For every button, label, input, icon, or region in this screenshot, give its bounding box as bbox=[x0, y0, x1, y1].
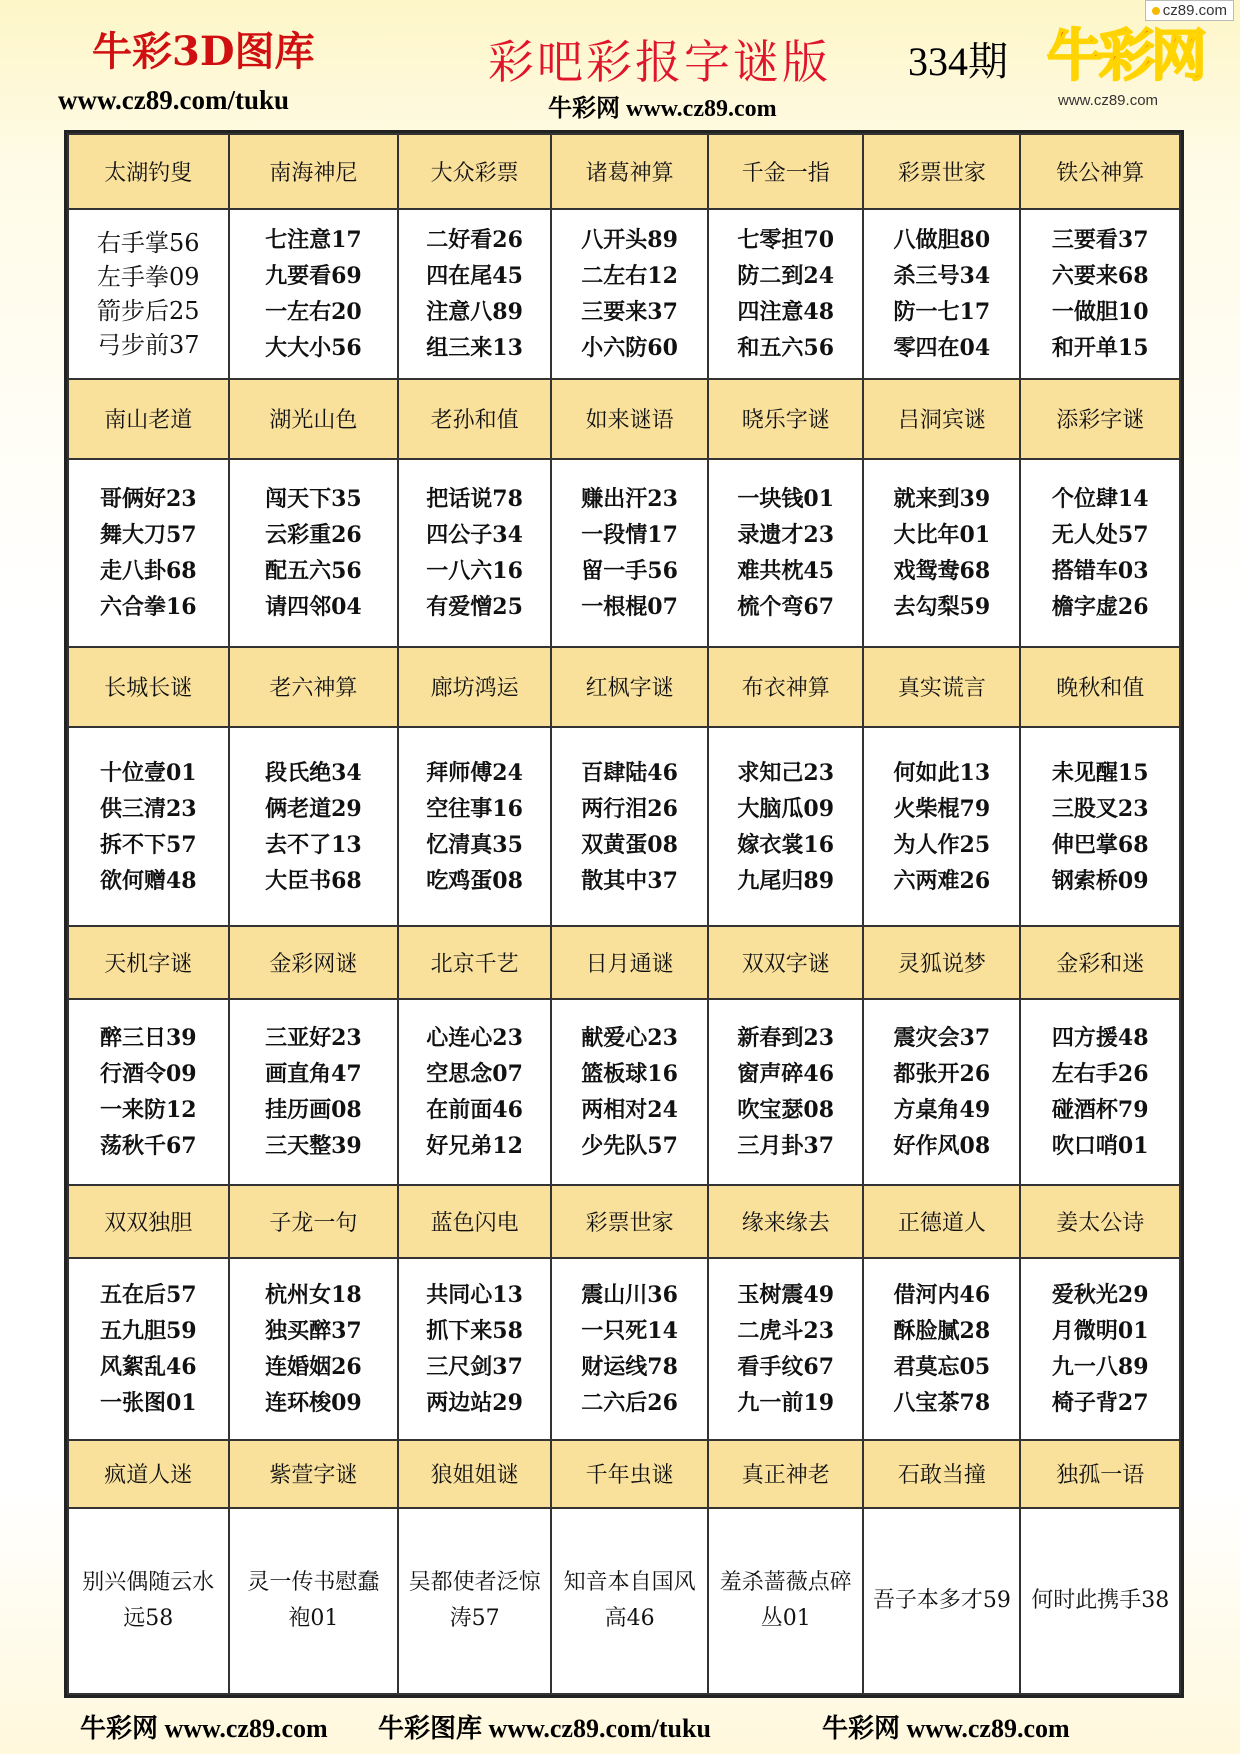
clue-line: 两相对24 bbox=[581, 1097, 678, 1124]
clue-cell bbox=[863, 209, 1020, 379]
clue-line: 难共枕45 bbox=[737, 557, 835, 584]
site-url-center[interactable]: 牛彩网 www.cz89.com bbox=[548, 96, 777, 122]
source-name-cell: 大众彩票 bbox=[398, 134, 551, 209]
clue-line: 三天整39 bbox=[265, 1133, 362, 1160]
clue-line: 爱秋光29 bbox=[1051, 1281, 1149, 1308]
favicon-icon bbox=[1152, 7, 1160, 15]
source-name-cell: 如来谜语 bbox=[551, 379, 708, 458]
clue-line: 心连心23 bbox=[426, 1025, 523, 1052]
source-name-cell: 南山老道 bbox=[68, 379, 229, 458]
clue-line: 赚出汗23 bbox=[581, 485, 678, 512]
clue-line: 灵一传书慰蠢 bbox=[247, 1569, 380, 1595]
clue-line: 大脑瓜09 bbox=[737, 795, 835, 822]
clue-line: 好兄弟12 bbox=[426, 1133, 523, 1160]
source-name-cell: 狼姐姐谜 bbox=[398, 1440, 551, 1508]
clue-line: 月微明01 bbox=[1051, 1317, 1149, 1344]
clue-line: 吹口哨01 bbox=[1051, 1133, 1149, 1160]
source-name-cell: 缘来缘去 bbox=[708, 1185, 863, 1258]
clue-line: 二左右12 bbox=[581, 263, 678, 290]
clue-line: 三尺剑37 bbox=[426, 1353, 523, 1380]
clue-line: 震山川36 bbox=[581, 1281, 678, 1308]
clue-cell bbox=[708, 1258, 863, 1440]
clue-line: 何时此携手38 bbox=[1031, 1587, 1170, 1613]
clue-cell bbox=[708, 727, 863, 927]
source-name-cell: 子龙一句 bbox=[229, 1185, 399, 1258]
clue-line: 篮板球16 bbox=[581, 1061, 678, 1088]
clue-line: 行酒令09 bbox=[99, 1061, 197, 1088]
source-name-cell: 吕洞宾谜 bbox=[863, 379, 1020, 458]
clue-cell bbox=[68, 999, 229, 1185]
clue-cell bbox=[863, 999, 1020, 1185]
issue-number: 334期 bbox=[908, 39, 1008, 84]
clue-line: 左手拳09 bbox=[97, 263, 200, 292]
clue-line: 嫁衣裳16 bbox=[737, 831, 835, 858]
clue-line: 闯天下35 bbox=[265, 485, 362, 512]
clue-cell bbox=[551, 999, 708, 1185]
clue-line: 弓步前37 bbox=[97, 331, 200, 360]
clue-line: 右手掌56 bbox=[97, 229, 200, 258]
clue-line: 酥脸腻28 bbox=[893, 1317, 991, 1344]
clue-line: 一只死14 bbox=[581, 1317, 678, 1344]
clue-line: 求知己23 bbox=[737, 759, 835, 786]
clue-line: 吃鸡蛋08 bbox=[426, 867, 523, 894]
clue-line: 涛57 bbox=[449, 1605, 500, 1631]
clue-line: 和开单15 bbox=[1051, 335, 1149, 362]
clue-line: 两边站29 bbox=[426, 1389, 523, 1416]
source-name-cell: 湖光山色 bbox=[229, 379, 399, 458]
clue-line: 远58 bbox=[123, 1605, 174, 1631]
clue-line: 九一八89 bbox=[1051, 1353, 1149, 1380]
clue-line: 震灾会37 bbox=[893, 1025, 991, 1052]
clue-cell bbox=[708, 999, 863, 1185]
clue-line: 一来防12 bbox=[99, 1097, 197, 1124]
source-name-cell: 千金一指 bbox=[708, 134, 863, 209]
clue-line: 七注意17 bbox=[265, 227, 362, 254]
clue-line: 四注意48 bbox=[737, 299, 835, 326]
source-name-cell: 蓝色闪电 bbox=[398, 1185, 551, 1258]
clue-line: 吾子本多才59 bbox=[872, 1587, 1011, 1613]
clue-line: 空思念07 bbox=[426, 1061, 523, 1088]
clue-line: 一块钱01 bbox=[737, 485, 835, 512]
clue-cell bbox=[229, 727, 399, 927]
logo-url: www.cz89.com bbox=[1058, 92, 1159, 109]
footer-link-left[interactable]: 牛彩网 www.cz89.com bbox=[80, 1714, 328, 1743]
source-name-cell: 真实谎言 bbox=[863, 647, 1020, 726]
clue-line: 大臣书68 bbox=[265, 867, 362, 894]
clue-line: 一左右20 bbox=[265, 299, 362, 326]
clue-cell bbox=[1020, 727, 1180, 927]
source-name-cell: 老六神算 bbox=[229, 647, 399, 726]
clue-line: 走八卦68 bbox=[99, 557, 197, 584]
clue-cell bbox=[68, 727, 229, 927]
clue-line: 十位壹01 bbox=[99, 759, 197, 786]
clue-row bbox=[68, 1508, 1180, 1694]
clue-line: 醉三日39 bbox=[99, 1025, 197, 1052]
riddle-table-frame bbox=[64, 130, 1184, 1698]
clue-line: 吴都使者泛惊 bbox=[408, 1569, 541, 1595]
source-name-cell: 石敢当撞 bbox=[863, 1440, 1020, 1508]
source-name-cell: 独孤一语 bbox=[1020, 1440, 1180, 1508]
source-name-cell: 太湖钓叟 bbox=[68, 134, 229, 209]
clue-line: 何如此13 bbox=[893, 759, 991, 786]
source-name-cell: 彩票世家 bbox=[863, 134, 1020, 209]
header-row bbox=[68, 134, 1180, 209]
clue-line: 大比年01 bbox=[893, 521, 991, 548]
clue-line: 火柴棍79 bbox=[893, 795, 991, 822]
clue-cell bbox=[1020, 209, 1180, 379]
header-row bbox=[68, 1440, 1180, 1508]
source-name-cell: 长城长谜 bbox=[68, 647, 229, 726]
clue-line: 注意八89 bbox=[426, 299, 523, 326]
clue-line: 在前面46 bbox=[426, 1097, 523, 1124]
logo bbox=[1044, 22, 1206, 114]
source-name-cell: 红枫字谜 bbox=[551, 647, 708, 726]
clue-line: 防二到24 bbox=[737, 263, 835, 290]
clue-line: 梳个弯67 bbox=[737, 593, 835, 620]
clue-cell bbox=[398, 999, 551, 1185]
clue-cell bbox=[398, 1508, 551, 1694]
clue-line: 留一手56 bbox=[581, 557, 678, 584]
clue-line: 连环梭09 bbox=[265, 1389, 362, 1416]
clue-line: 六要来68 bbox=[1051, 263, 1149, 290]
header-row bbox=[68, 1185, 1180, 1258]
clue-line: 九尾归89 bbox=[737, 867, 835, 894]
clue-line: 云彩重26 bbox=[265, 521, 362, 548]
clue-cell bbox=[863, 727, 1020, 927]
clue-line: 为人作25 bbox=[893, 831, 991, 858]
clue-line: 五在后57 bbox=[99, 1281, 197, 1308]
clue-line: 供三清23 bbox=[99, 795, 197, 822]
clue-line: 玉树震49 bbox=[737, 1281, 835, 1308]
source-name-cell: 诸葛神算 bbox=[551, 134, 708, 209]
clue-cell bbox=[708, 1508, 863, 1694]
clue-line: 四在尾45 bbox=[426, 263, 523, 290]
clue-line: 三要看37 bbox=[1051, 227, 1149, 254]
clue-line: 椅子背27 bbox=[1051, 1389, 1149, 1416]
clue-line: 个位肆14 bbox=[1051, 485, 1149, 512]
clue-row bbox=[68, 1258, 1180, 1440]
clue-line: 二虎斗23 bbox=[737, 1317, 835, 1344]
clue-line: 献爱心23 bbox=[581, 1025, 678, 1052]
clue-line: 有爱憎25 bbox=[426, 593, 523, 620]
clue-line: 荡秋千67 bbox=[99, 1133, 197, 1160]
clue-line: 无人处57 bbox=[1051, 521, 1149, 548]
clue-line: 拆不下57 bbox=[99, 831, 197, 858]
clue-line: 袍01 bbox=[288, 1605, 339, 1631]
clue-line: 窗声碎46 bbox=[737, 1061, 835, 1088]
clue-line: 一根棍07 bbox=[581, 593, 678, 620]
clue-cell bbox=[551, 1508, 708, 1694]
clue-cell bbox=[708, 459, 863, 647]
header-row bbox=[68, 379, 1180, 458]
clue-line: 九要看69 bbox=[265, 263, 362, 290]
source-name-cell: 正德道人 bbox=[863, 1185, 1020, 1258]
clue-line: 八宝茶78 bbox=[893, 1389, 991, 1416]
clue-line: 去不了13 bbox=[265, 831, 362, 858]
source-name-cell: 姜太公诗 bbox=[1020, 1185, 1180, 1258]
clue-cell bbox=[68, 1258, 229, 1440]
logo-text: 牛彩网 bbox=[1047, 24, 1203, 89]
clue-line: 都张开26 bbox=[893, 1061, 991, 1088]
clue-line: 四公子34 bbox=[426, 521, 523, 548]
clue-line: 小六防60 bbox=[581, 335, 678, 362]
footer-link-center[interactable]: 牛彩图库 www.cz89.com/tuku bbox=[378, 1714, 711, 1743]
clue-cell bbox=[68, 1508, 229, 1694]
clue-line: 欲何赠48 bbox=[99, 867, 197, 894]
source-name-cell: 千年虫谜 bbox=[551, 1440, 708, 1508]
brand-title: 牛彩3D图库 bbox=[92, 28, 315, 75]
clue-line: 杀三号34 bbox=[893, 263, 991, 290]
source-name-cell: 金彩和迷 bbox=[1020, 926, 1180, 999]
clue-line: 吹宝瑟08 bbox=[737, 1097, 835, 1124]
clue-line: 段氏绝34 bbox=[265, 759, 362, 786]
clue-cell bbox=[229, 999, 399, 1185]
clue-line: 俩老道29 bbox=[265, 795, 362, 822]
site-url-link[interactable]: www.cz89.com/tuku bbox=[58, 85, 289, 115]
clue-line: 双黄蛋08 bbox=[581, 831, 678, 858]
clue-line: 丛01 bbox=[760, 1605, 811, 1631]
clue-line: 箭步后25 bbox=[97, 297, 200, 326]
clue-line: 防一七17 bbox=[893, 299, 991, 326]
clue-line: 一张图01 bbox=[99, 1389, 197, 1416]
clue-line: 风絮乱46 bbox=[99, 1353, 197, 1380]
source-name-cell: 双双独胆 bbox=[68, 1185, 229, 1258]
clue-line: 八开头89 bbox=[581, 227, 678, 254]
clue-line: 七零担70 bbox=[737, 227, 835, 254]
clue-line: 檐字虚26 bbox=[1051, 593, 1149, 620]
source-name-cell: 天机字谜 bbox=[68, 926, 229, 999]
clue-line: 哥俩好23 bbox=[99, 485, 197, 512]
clue-line: 羞杀蔷薇点碎 bbox=[719, 1569, 852, 1595]
clue-line: 方桌角49 bbox=[893, 1097, 991, 1124]
source-name-cell: 晚秋和值 bbox=[1020, 647, 1180, 726]
clue-line: 二六后26 bbox=[581, 1389, 678, 1416]
clue-line: 搭错车03 bbox=[1051, 557, 1149, 584]
clue-line: 知音本自国风 bbox=[563, 1569, 696, 1595]
clue-line: 借河内46 bbox=[893, 1281, 991, 1308]
riddle-table bbox=[67, 133, 1181, 1695]
source-name-cell: 铁公神算 bbox=[1020, 134, 1180, 209]
source-name-cell: 北京千艺 bbox=[398, 926, 551, 999]
clue-line: 五九胆59 bbox=[99, 1317, 197, 1344]
header-row bbox=[68, 926, 1180, 999]
header-row bbox=[68, 647, 1180, 726]
clue-line: 伸巴掌68 bbox=[1051, 831, 1149, 858]
clue-line: 散其中37 bbox=[581, 867, 678, 894]
clue-row bbox=[68, 727, 1180, 927]
clue-line: 九一前19 bbox=[737, 1389, 835, 1416]
clue-cell bbox=[551, 209, 708, 379]
clue-cell bbox=[68, 209, 229, 379]
clue-line: 君莫忘05 bbox=[893, 1353, 991, 1380]
clue-line: 画直角47 bbox=[265, 1061, 362, 1088]
clue-line: 把话说78 bbox=[426, 485, 523, 512]
clue-line: 四方援48 bbox=[1051, 1025, 1149, 1052]
clue-line: 录遗才23 bbox=[737, 521, 835, 548]
clue-line: 三股叉23 bbox=[1051, 795, 1149, 822]
clue-cell bbox=[1020, 459, 1180, 647]
source-name-cell: 老孙和值 bbox=[398, 379, 551, 458]
clue-line: 共同心13 bbox=[426, 1281, 523, 1308]
clue-cell bbox=[229, 209, 399, 379]
source-name-cell: 晓乐字谜 bbox=[708, 379, 863, 458]
source-name-cell: 布衣神算 bbox=[708, 647, 863, 726]
clue-line: 百肆陆46 bbox=[581, 759, 678, 786]
clue-line: 一做胆10 bbox=[1051, 299, 1149, 326]
clue-cell bbox=[229, 459, 399, 647]
clue-line: 六两难26 bbox=[893, 867, 991, 894]
clue-line: 独买醉37 bbox=[265, 1317, 362, 1344]
clue-line: 钢索桥09 bbox=[1051, 867, 1149, 894]
clue-line: 空往事16 bbox=[426, 795, 523, 822]
clue-line: 二好看26 bbox=[426, 227, 523, 254]
clue-line: 连婚姻26 bbox=[265, 1353, 362, 1380]
source-name-cell: 疯道人迷 bbox=[68, 1440, 229, 1508]
clue-row bbox=[68, 999, 1180, 1185]
clue-line: 和五六56 bbox=[737, 335, 835, 362]
clue-cell bbox=[398, 1258, 551, 1440]
clue-line: 财运线78 bbox=[581, 1353, 678, 1380]
source-name-cell: 紫萱字谜 bbox=[229, 1440, 399, 1508]
clue-cell bbox=[863, 1508, 1020, 1694]
clue-cell bbox=[68, 459, 229, 647]
clue-line: 请四邻04 bbox=[265, 593, 362, 620]
clue-line: 三亚好23 bbox=[265, 1025, 362, 1052]
corner-url-text: cz89.com bbox=[1162, 2, 1227, 19]
corner-url-badge[interactable] bbox=[1145, 0, 1234, 21]
clue-line: 挂历画08 bbox=[265, 1097, 362, 1124]
clue-line: 一八六16 bbox=[426, 557, 523, 584]
clue-cell bbox=[551, 459, 708, 647]
clue-line: 杭州女18 bbox=[265, 1281, 362, 1308]
source-name-cell: 双双字谜 bbox=[708, 926, 863, 999]
clue-line: 抓下来58 bbox=[426, 1317, 523, 1344]
clue-line: 碰酒杯79 bbox=[1051, 1097, 1149, 1124]
clue-line: 组三来13 bbox=[426, 335, 523, 362]
clue-line: 看手纹67 bbox=[737, 1353, 835, 1380]
clue-line: 未见醒15 bbox=[1051, 759, 1149, 786]
clue-line: 新春到23 bbox=[737, 1025, 835, 1052]
clue-line: 左右手26 bbox=[1051, 1061, 1149, 1088]
clue-line: 别兴偶随云水 bbox=[82, 1569, 215, 1595]
clue-cell bbox=[1020, 1258, 1180, 1440]
footer bbox=[0, 1708, 1240, 1748]
clue-line: 高46 bbox=[604, 1605, 655, 1631]
clue-cell bbox=[708, 209, 863, 379]
clue-line: 三要来37 bbox=[581, 299, 678, 326]
clue-cell bbox=[863, 459, 1020, 647]
clue-cell bbox=[229, 1258, 399, 1440]
clue-cell bbox=[229, 1508, 399, 1694]
clue-cell bbox=[1020, 1508, 1180, 1694]
clue-line: 配五六56 bbox=[265, 557, 362, 584]
clue-line: 好作风08 bbox=[893, 1133, 991, 1160]
clue-line: 舞大刀57 bbox=[99, 521, 197, 548]
clue-line: 少先队57 bbox=[581, 1133, 678, 1160]
clue-line: 八做胆80 bbox=[893, 227, 991, 254]
clue-line: 大大小56 bbox=[265, 335, 362, 362]
clue-row bbox=[68, 459, 1180, 647]
footer-link-right[interactable]: 牛彩网 www.cz89.com bbox=[822, 1714, 1070, 1743]
clue-line: 忆清真35 bbox=[426, 831, 523, 858]
clue-cell bbox=[551, 1258, 708, 1440]
clue-line: 去勾梨59 bbox=[893, 593, 991, 620]
clue-line: 拜师傅24 bbox=[426, 759, 523, 786]
clue-row bbox=[68, 209, 1180, 379]
source-name-cell: 廊坊鸿运 bbox=[398, 647, 551, 726]
clue-line: 戏鸳鸯68 bbox=[893, 557, 991, 584]
page-title: 彩吧彩报字谜版 bbox=[488, 35, 831, 89]
clue-line: 三月卦37 bbox=[737, 1133, 835, 1160]
clue-cell bbox=[1020, 999, 1180, 1185]
clue-cell bbox=[398, 209, 551, 379]
source-name-cell: 添彩字谜 bbox=[1020, 379, 1180, 458]
clue-line: 零四在04 bbox=[893, 335, 991, 362]
clue-line: 六合拳16 bbox=[99, 593, 197, 620]
clue-line: 一段情17 bbox=[581, 521, 678, 548]
clue-cell bbox=[863, 1258, 1020, 1440]
source-name-cell: 真正神老 bbox=[708, 1440, 863, 1508]
source-name-cell: 南海神尼 bbox=[229, 134, 399, 209]
source-name-cell: 日月通谜 bbox=[551, 926, 708, 999]
source-name-cell: 灵狐说梦 bbox=[863, 926, 1020, 999]
clue-cell bbox=[398, 459, 551, 647]
clue-cell bbox=[398, 727, 551, 927]
source-name-cell: 彩票世家 bbox=[551, 1185, 708, 1258]
clue-line: 两行泪26 bbox=[581, 795, 678, 822]
source-name-cell: 金彩网谜 bbox=[229, 926, 399, 999]
clue-line: 就来到39 bbox=[893, 485, 991, 512]
clue-cell bbox=[551, 727, 708, 927]
